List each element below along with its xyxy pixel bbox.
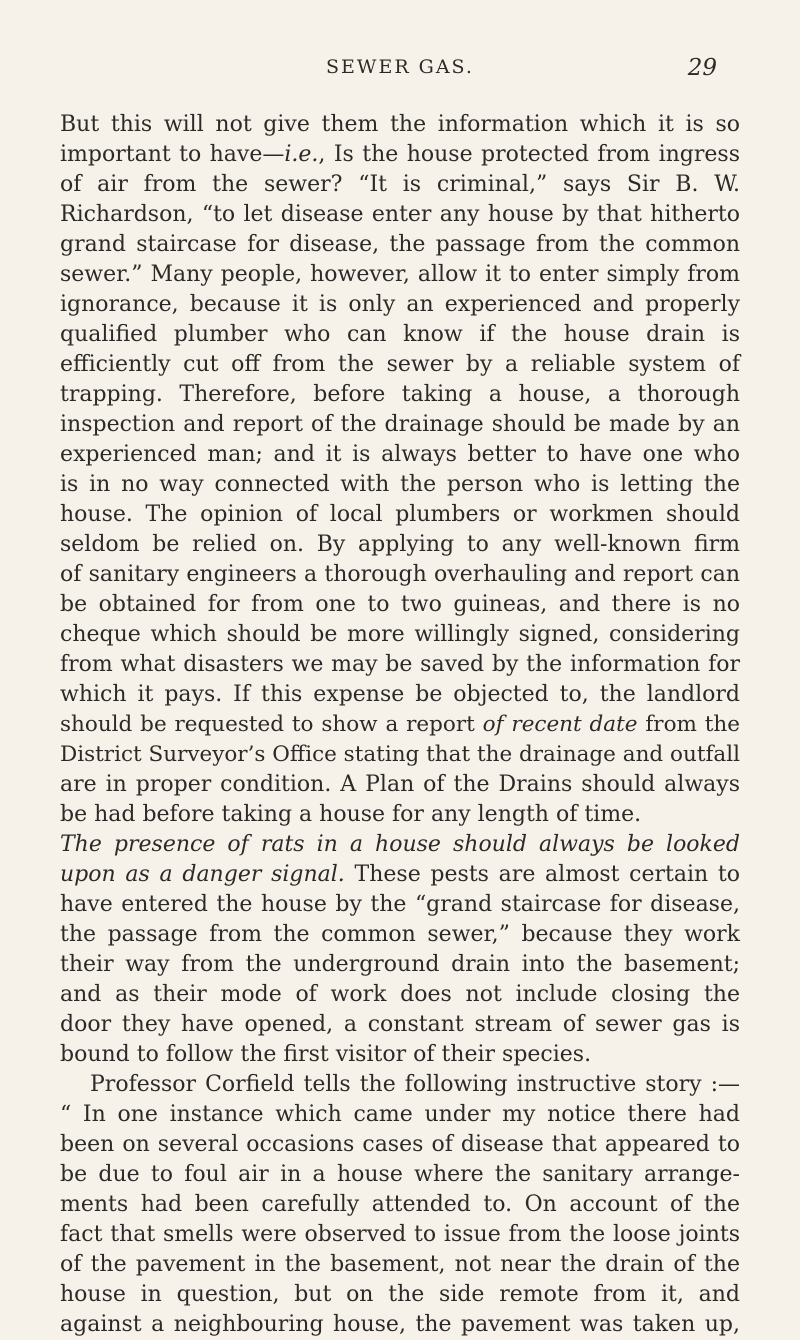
text-line: efficiently cut off from the sewer by a reliable system of bbox=[60, 352, 740, 377]
text-line bbox=[60, 830, 740, 860]
text-line: inspection and report of the drainage should be made by an bbox=[60, 412, 740, 437]
text-line: important to have—i.e., Is the house protected from ingress bbox=[60, 142, 740, 167]
text-line: District Surveyor’s Office stating that the drainage and outfall bbox=[60, 742, 740, 767]
text-line: bound to follow the first visitor of their species. bbox=[60, 1042, 592, 1067]
text-line: qualified plumber who can know if the house drain is bbox=[60, 322, 740, 347]
text-line: grand staircase for disease, the passage from the common bbox=[60, 232, 740, 257]
text-line: which it pays. If this expense be objected to, the landlord bbox=[60, 682, 740, 707]
text-line: ignorance, because it is only an experienced and properly bbox=[60, 292, 740, 317]
text-line: fact that smells were observed to issue from the loose joints bbox=[60, 1222, 740, 1247]
text-line: sewer.” Many people, however, allow it to enter simply from bbox=[60, 262, 740, 287]
italic-phrase: i.e. bbox=[284, 142, 319, 167]
text-line: should be requested to show a report of recent date from the bbox=[60, 712, 740, 737]
text-line: seldom be relied on. By applying to any well-known firm bbox=[60, 532, 740, 557]
text-line: and as their mode of work does not include closing the bbox=[60, 982, 740, 1007]
text-line: cheque which should be more willingly signed, considering bbox=[60, 622, 740, 647]
italic-phrase: of recent date bbox=[482, 712, 638, 737]
text-line: upon as a danger signal. These pests are almost certain to bbox=[60, 862, 741, 887]
text-line: Professor Corfield tells the following instructive story :— bbox=[90, 1072, 740, 1097]
text-line: of air from the sewer? “It is criminal,” says Sir B. W. bbox=[60, 172, 740, 197]
text-line: of the pavement in the basement, not near the drain of the bbox=[60, 1252, 740, 1277]
running-head bbox=[0, 56, 800, 90]
text-line: be obtained for from one to two guineas, and there is no bbox=[60, 592, 740, 617]
text-line: door they have opened, a constant stream of sewer gas is bbox=[60, 1012, 740, 1037]
text-line: “ In one instance which came under my notice there had bbox=[60, 1102, 740, 1127]
text-line: from what disasters we may be saved by the information for bbox=[60, 652, 740, 677]
text-line: house. The opinion of local plumbers or workmen should bbox=[60, 502, 740, 527]
body-text bbox=[60, 110, 740, 1340]
text-line: the passage from the common sewer,” because they work bbox=[60, 922, 740, 947]
text-line: be due to foul air in a house where the sanitary arrange- bbox=[60, 1162, 740, 1187]
text-line: of sanitary engineers a thorough overhauling and report can bbox=[60, 562, 740, 587]
running-head-title: SEWER GAS. bbox=[326, 56, 474, 78]
text-line: trapping. Therefore, before taking a house, a thorough bbox=[60, 382, 740, 407]
text-line: against a neighbouring house, the pavement was taken up, bbox=[60, 1312, 740, 1337]
text-line: Richardson, “to let disease enter any house by that hitherto bbox=[60, 202, 740, 227]
text-line: is in no way connected with the person who is letting the bbox=[60, 472, 740, 497]
italic-phrase: upon as a danger signal. bbox=[60, 862, 345, 887]
text-line: experienced man; and it is always better to have one who bbox=[60, 442, 740, 467]
page-number: 29 bbox=[687, 55, 717, 81]
text-line: have entered the house by the “grand staircase for disease, bbox=[60, 892, 740, 917]
text-line: been on several occasions cases of disease that appeared to bbox=[60, 1132, 740, 1157]
text-line: their way from the underground drain into the basement; bbox=[60, 952, 740, 977]
text-line: be had before taking a house for any length of time. bbox=[60, 802, 642, 827]
text-line: But this will not give them the information which it is so bbox=[60, 112, 740, 137]
text-line: house in question, but on the side remote from it, and bbox=[60, 1282, 740, 1307]
text-line: ments had been carefully attended to. On account of the bbox=[60, 1192, 740, 1217]
text-line: are in proper condition. A Plan of the Drains should always bbox=[60, 772, 740, 797]
italic-phrase: The presence of rats in a house should always be looked bbox=[60, 832, 740, 857]
